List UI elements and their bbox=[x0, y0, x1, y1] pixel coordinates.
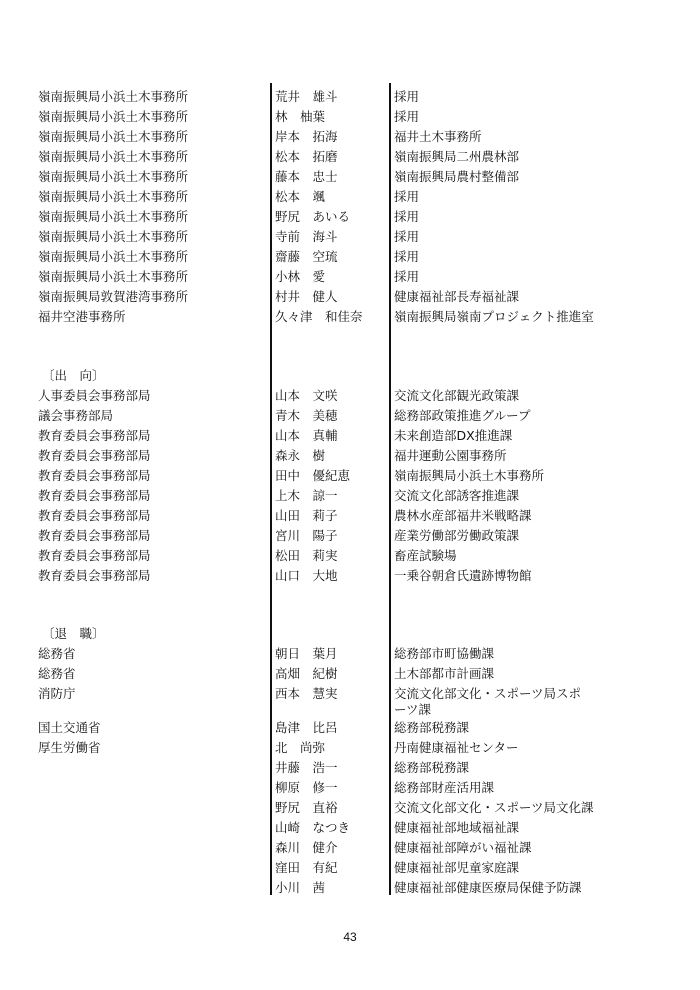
name-cell: 窪田 有紀 bbox=[275, 860, 338, 875]
name-cell: 野尻 あいる bbox=[275, 209, 351, 224]
table-row bbox=[0, 406, 700, 426]
to-cell: 採用 bbox=[394, 209, 420, 224]
to-cell: 採用 bbox=[394, 89, 420, 104]
from-cell: 嶺南振興局小浜土木事務所 bbox=[38, 169, 189, 184]
name-cell: 宮川 陽子 bbox=[275, 528, 338, 543]
table-row bbox=[0, 878, 700, 898]
from-cell: 教育委員会事務部局 bbox=[38, 568, 151, 583]
table-row bbox=[0, 187, 700, 207]
to-cell: 総務部財産活用課 bbox=[394, 780, 495, 795]
name-cell: 藤本 忠士 bbox=[275, 169, 338, 184]
table-row bbox=[0, 287, 700, 307]
name-cell: 岸本 拓海 bbox=[275, 129, 338, 144]
table-row bbox=[0, 227, 700, 247]
table-row bbox=[0, 87, 700, 107]
to-cell: 交流文化部観光政策課 bbox=[394, 388, 520, 403]
from-cell: 議会事務部局 bbox=[38, 408, 114, 423]
table-row bbox=[0, 107, 700, 127]
from-cell: 教育委員会事務部局 bbox=[38, 428, 151, 443]
name-cell: 村井 健人 bbox=[275, 289, 338, 304]
name-cell: 山本 文咲 bbox=[275, 388, 338, 403]
to-cell: 総務部税務課 bbox=[394, 720, 470, 735]
table-row bbox=[0, 207, 700, 227]
name-cell: 田中 優紀恵 bbox=[275, 468, 351, 483]
name-cell: 荒井 雄斗 bbox=[275, 89, 338, 104]
to-cell: 健康福祉部地域福祉課 bbox=[394, 820, 520, 835]
to-cell: 健康福祉部長寿福祉課 bbox=[394, 289, 520, 304]
to-cell: 交流文化部文化・スポーツ局スポーツ課 bbox=[394, 686, 582, 717]
from-cell: 福井空港事務所 bbox=[38, 309, 126, 324]
name-cell: 上木 諒一 bbox=[275, 488, 338, 503]
to-cell: 健康福祉部健康医療局保健予防課 bbox=[394, 880, 582, 895]
to-cell: 採用 bbox=[394, 229, 420, 244]
from-cell: 教育委員会事務部局 bbox=[38, 548, 151, 563]
name-cell: 青木 美穂 bbox=[275, 408, 338, 423]
name-cell: 齋藤 空琉 bbox=[275, 249, 338, 264]
table-row bbox=[0, 718, 700, 738]
to-cell: 嶺南振興局嶺南プロジェクト推進室 bbox=[394, 309, 594, 324]
table-row bbox=[0, 307, 700, 327]
table-row bbox=[0, 446, 700, 466]
name-cell: 山口 大地 bbox=[275, 568, 338, 583]
table-row bbox=[0, 147, 700, 167]
name-cell: 森川 健介 bbox=[275, 840, 338, 855]
table-row bbox=[0, 838, 700, 858]
to-cell: 総務部政策推進グループ bbox=[394, 408, 531, 423]
name-cell: 井藤 浩一 bbox=[275, 760, 338, 775]
from-cell: 消防庁 bbox=[38, 686, 76, 701]
name-cell: 松本 拓磨 bbox=[275, 149, 338, 164]
table-row bbox=[0, 466, 700, 486]
table-row bbox=[0, 386, 700, 406]
from-cell: 嶺南振興局敦賀港湾事務所 bbox=[38, 289, 189, 304]
name-cell: 久々津 和佳奈 bbox=[275, 309, 363, 324]
section-heading: 〔出 向〕 bbox=[42, 368, 105, 383]
name-cell: 森永 樹 bbox=[275, 448, 326, 463]
from-cell: 教育委員会事務部局 bbox=[38, 488, 151, 503]
to-cell: 丹南健康福祉センター bbox=[394, 740, 519, 755]
from-cell: 嶺南振興局小浜土木事務所 bbox=[38, 269, 189, 284]
from-cell: 人事委員会事務部局 bbox=[38, 388, 151, 403]
to-cell: 畜産試験場 bbox=[394, 548, 457, 563]
table-row bbox=[0, 247, 700, 267]
from-cell: 嶺南振興局小浜土木事務所 bbox=[38, 229, 189, 244]
to-cell: 未来創造部DX推進課 bbox=[394, 428, 513, 443]
to-cell: 嶺南振興局小浜土木事務所 bbox=[394, 468, 545, 483]
table-row bbox=[0, 818, 700, 838]
name-cell: 西本 慧実 bbox=[275, 686, 338, 701]
table-row bbox=[0, 546, 700, 566]
table-row bbox=[0, 798, 700, 818]
from-cell: 総務省 bbox=[38, 646, 76, 661]
from-cell: 嶺南振興局小浜土木事務所 bbox=[38, 189, 189, 204]
to-cell: 福井運動公園事務所 bbox=[394, 448, 507, 463]
to-cell: 農林水産部福井米戦略課 bbox=[394, 508, 532, 523]
name-cell: 林 柚葉 bbox=[275, 109, 326, 124]
from-cell: 教育委員会事務部局 bbox=[38, 448, 151, 463]
from-cell: 厚生労働省 bbox=[38, 740, 101, 755]
table-row bbox=[0, 664, 700, 684]
from-cell: 嶺南振興局小浜土木事務所 bbox=[38, 129, 189, 144]
table-row bbox=[0, 566, 700, 586]
name-cell: 北 尚弥 bbox=[275, 740, 326, 755]
table-row bbox=[0, 758, 700, 778]
to-cell: 総務部税務課 bbox=[394, 760, 470, 775]
to-cell: 嶺南振興局農村整備部 bbox=[394, 169, 520, 184]
name-cell: 山崎 なつき bbox=[275, 820, 351, 835]
from-cell: 嶺南振興局小浜土木事務所 bbox=[38, 249, 189, 264]
from-cell: 教育委員会事務部局 bbox=[38, 468, 151, 483]
name-cell: 寺前 海斗 bbox=[275, 229, 338, 244]
table-row bbox=[0, 167, 700, 187]
to-cell: 採用 bbox=[394, 249, 420, 264]
name-cell: 島津 比呂 bbox=[275, 720, 338, 735]
to-cell: 土木部都市計画課 bbox=[394, 666, 495, 681]
name-cell: 小林 愛 bbox=[275, 269, 326, 284]
to-cell: 採用 bbox=[394, 189, 420, 204]
table-row bbox=[0, 127, 700, 147]
table-row bbox=[0, 267, 700, 287]
from-cell: 嶺南振興局小浜土木事務所 bbox=[38, 209, 189, 224]
to-cell: 産業労働部労働政策課 bbox=[394, 528, 520, 543]
table-row bbox=[0, 526, 700, 546]
section-heading: 〔退 職〕 bbox=[42, 626, 105, 641]
from-cell: 教育委員会事務部局 bbox=[38, 528, 151, 543]
name-cell: 小川 茜 bbox=[275, 880, 326, 895]
to-cell: 採用 bbox=[394, 109, 420, 124]
name-cell: 朝日 葉月 bbox=[275, 646, 338, 661]
to-cell: 健康福祉部障がい福祉課 bbox=[394, 840, 532, 855]
to-cell: 嶺南振興局二州農林部 bbox=[394, 149, 520, 164]
table-row bbox=[0, 644, 700, 664]
table-row bbox=[0, 858, 700, 878]
to-cell: 交流文化部文化・スポーツ局文化課 bbox=[394, 800, 594, 815]
table-row bbox=[0, 486, 700, 506]
page-number: 43 bbox=[343, 930, 357, 944]
to-cell: 総務部市町協働課 bbox=[394, 646, 495, 661]
from-cell: 嶺南振興局小浜土木事務所 bbox=[38, 109, 189, 124]
name-cell: 松田 莉実 bbox=[275, 548, 338, 563]
table-row bbox=[0, 426, 700, 446]
table-row bbox=[0, 738, 700, 758]
table-row bbox=[0, 684, 700, 720]
from-cell: 教育委員会事務部局 bbox=[38, 508, 151, 523]
name-cell: 山田 莉子 bbox=[275, 508, 338, 523]
table-row bbox=[0, 778, 700, 798]
name-cell: 山本 真輔 bbox=[275, 428, 338, 443]
name-cell: 柳原 修一 bbox=[275, 780, 338, 795]
table-row bbox=[0, 506, 700, 526]
from-cell: 国土交通省 bbox=[38, 720, 101, 735]
from-cell: 総務省 bbox=[38, 666, 76, 681]
to-cell: 一乗谷朝倉氏遺跡博物館 bbox=[394, 568, 532, 583]
from-cell: 嶺南振興局小浜土木事務所 bbox=[38, 149, 189, 164]
to-cell: 健康福祉部児童家庭課 bbox=[394, 860, 520, 875]
name-cell: 松本 颯 bbox=[275, 189, 326, 204]
to-cell: 交流文化部誘客推進課 bbox=[394, 488, 520, 503]
to-cell: 採用 bbox=[394, 269, 420, 284]
name-cell: 野尻 直裕 bbox=[275, 800, 338, 815]
from-cell: 嶺南振興局小浜土木事務所 bbox=[38, 89, 189, 104]
to-cell: 福井土木事務所 bbox=[394, 129, 482, 144]
name-cell: 高畑 紀樹 bbox=[275, 666, 338, 681]
